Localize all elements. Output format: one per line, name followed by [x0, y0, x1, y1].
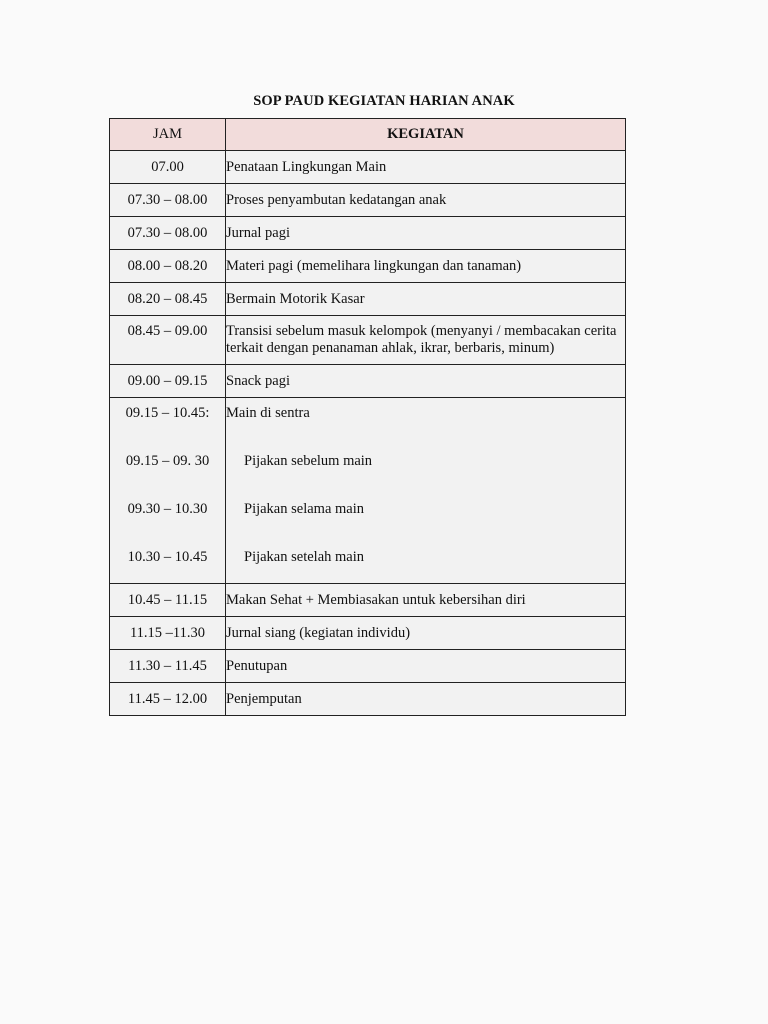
cell-kegiatan: Bermain Motorik Kasar: [226, 283, 626, 316]
table-row: [110, 365, 626, 398]
cell-jam-group: [110, 398, 226, 584]
sub-kegiatan: Pijakan selama main: [244, 501, 364, 517]
cell-jam: 11.15 –11.30: [110, 617, 226, 650]
sub-jam: 10.30 – 10.45: [127, 549, 208, 565]
schedule-table: [109, 118, 626, 716]
table-row: [110, 316, 626, 365]
table-row: [110, 217, 626, 250]
cell-kegiatan: Transisi sebelum masuk kelompok (menyanyi / membacakan cerita terkait dengan penanaman ahlak, ikrar, berbaris, minum): [226, 316, 626, 365]
table-row: [110, 650, 626, 683]
table-row: [110, 151, 626, 184]
cell-jam: 10.45 – 11.15: [110, 584, 226, 617]
cell-jam: 07.30 – 08.00: [110, 217, 226, 250]
cell-kegiatan: Materi pagi (memelihara lingkungan dan tanaman): [226, 250, 626, 283]
table-header-row: [110, 119, 626, 151]
cell-jam: 11.30 – 11.45: [110, 650, 226, 683]
cell-kegiatan: Jurnal pagi: [226, 217, 626, 250]
cell-jam: 08.20 – 08.45: [110, 283, 226, 316]
cell-kegiatan: Snack pagi: [226, 365, 626, 398]
sub-jam: 09.30 – 10.30: [127, 501, 208, 517]
table-row: [110, 617, 626, 650]
cell-kegiatan: Penutupan: [226, 650, 626, 683]
table-row: [110, 283, 626, 316]
sub-kegiatan: Pijakan setelah main: [244, 549, 364, 565]
sub-kegiatan: Main di sentra: [226, 405, 310, 421]
cell-jam: 11.45 – 12.00: [110, 683, 226, 716]
header-kegiatan: KEGIATAN: [226, 119, 626, 151]
cell-jam: 07.00: [110, 151, 226, 184]
cell-kegiatan: Jurnal siang (kegiatan individu): [226, 617, 626, 650]
sub-jam: 09.15 – 10.45:: [125, 405, 210, 421]
header-jam: JAM: [110, 119, 226, 151]
cell-kegiatan: Proses penyambutan kedatangan anak: [226, 184, 626, 217]
cell-kegiatan-group: [226, 398, 626, 584]
table-row-sentra: [110, 398, 626, 584]
sub-jam: 09.15 – 09. 30: [125, 453, 210, 469]
table-row: [110, 250, 626, 283]
table-row: [110, 184, 626, 217]
table-row: [110, 683, 626, 716]
cell-jam: 08.00 – 08.20: [110, 250, 226, 283]
cell-kegiatan: Makan Sehat + Membiasakan untuk kebersihan diri: [226, 584, 626, 617]
cell-jam: 07.30 – 08.00: [110, 184, 226, 217]
cell-jam: 09.00 – 09.15: [110, 365, 226, 398]
page-title: SOP PAUD KEGIATAN HARIAN ANAK: [253, 93, 515, 109]
cell-kegiatan: Penjemputan: [226, 683, 626, 716]
cell-jam: 08.45 – 09.00: [110, 316, 226, 365]
cell-kegiatan: Penataan Lingkungan Main: [226, 151, 626, 184]
table-row: [110, 584, 626, 617]
sub-kegiatan: Pijakan sebelum main: [244, 453, 373, 469]
